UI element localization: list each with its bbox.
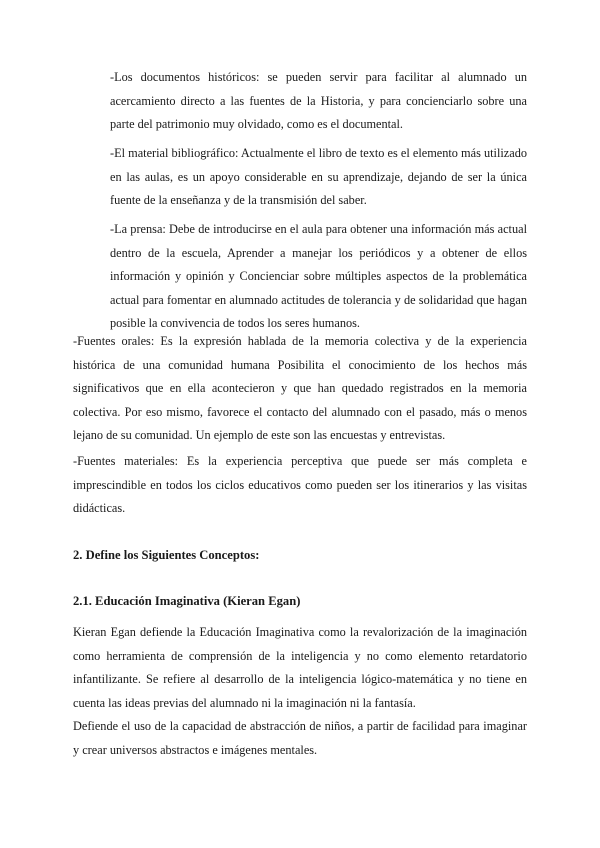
section-heading-2-1: 2.1. Educación Imaginativa (Kieran Egan) — [73, 594, 301, 608]
paragraph-material-bibliografico: -El material bibliográfico: Actualmente el libro de texto es el elemento más utilizado en las aulas, es un apoyo considerable en su aprendizaje, dejando de ser la única fuente de la enseñanza y de la transmisión del saber. — [110, 146, 527, 208]
paragraph-documentos-historicos: -Los documentos históricos: se pueden servir para facilitar al alumnado un acercamiento directo a las fuentes de la Historia, y para concienciarlo sobre una parte del patrimonio muy olvidado, como es el documental. — [110, 70, 527, 132]
paragraph-egan-definition: Kieran Egan defiende la Educación Imaginativa como la revalorización de la imaginación como herramienta de comprensión de la inteligencia y no como elemento retardatorio infantilizante. Se refiere al desarrollo de la inteligencia lógico-matemática y no tiene en cuenta las ideas previas del alumnado ni la imaginación ni la fantasía. — [73, 625, 527, 710]
paragraph-fuentes-materiales: -Fuentes materiales: Es la experiencia perceptiva que puede ser más completa e imprescindible en todos los ciclos educativos como pueden ser los itinerarios y las visitas didácticas. — [73, 454, 527, 516]
section-heading-2: 2. Define los Siguientes Conceptos: — [73, 548, 260, 562]
paragraph-prensa: -La prensa: Debe de introducirse en el aula para obtener una información más actual dentro de la escuela, Aprender a manejar los periódicos y a obtener de ellos información y opinión y Concienciar sobre múltiples aspectos de la problemática actual para fomentar en alumnado actitudes de tolerancia y de solidaridad que hagan posible la convivencia de todos los seres humanos. — [110, 222, 527, 331]
paragraph-egan-abstraction: Defiende el uso de la capacidad de abstracción de niños, a partir de facilidad para imaginar y crear universos abstractos e imágenes mentales. — [73, 719, 527, 757]
paragraph-fuentes-orales: -Fuentes orales: Es la expresión hablada de la memoria colectiva y de la experiencia histórica de una comunidad humana Posibilita el conocimiento de los hechos más significativos que en ella acontecieron y que han quedado registrados en la memoria colectiva. Por eso mismo, favorece el contacto del alumnado con el pasado, más o menos lejano de su comunidad. Un ejemplo de este son las encuestas y entrevistas. — [73, 334, 527, 443]
